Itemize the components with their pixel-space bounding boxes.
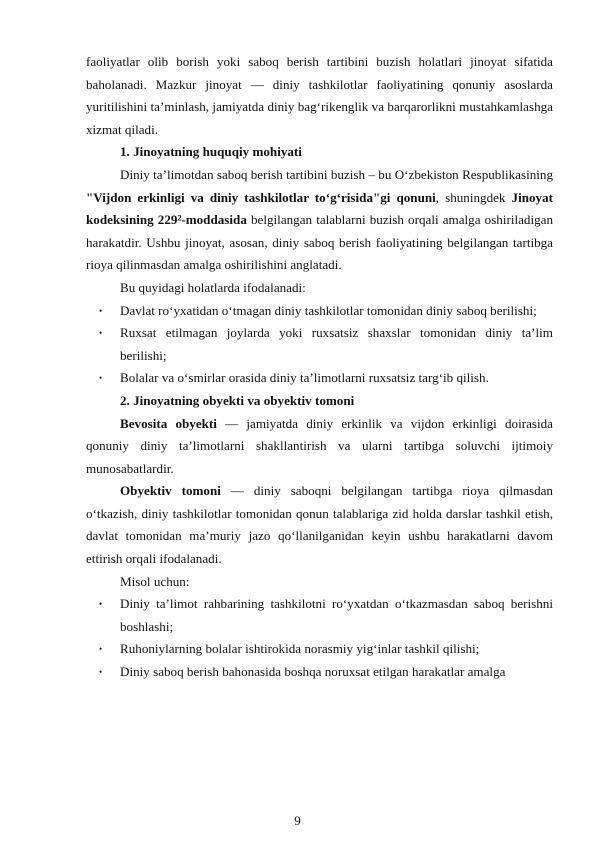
list-item bbox=[86, 300, 553, 323]
bullet-icon: • bbox=[99, 305, 103, 316]
bullet-icon: • bbox=[99, 373, 103, 384]
term-objective-side: Obyektiv tomoni bbox=[120, 483, 221, 499]
paragraph-text: — jamiyatda diniy erkinlik va vijdon erkinligi doirasida qonuniy diniy ta’limotlarni shakllantirish va ularni tartibga soluvchi ijtimoiy munosabatlardir. bbox=[86, 415, 553, 476]
bullet-icon: • bbox=[99, 328, 103, 339]
term-direct-object: Bevosita obyekti bbox=[120, 415, 217, 431]
criminal-code-article: Jinoyat kodeksining 229²-moddasida bbox=[86, 189, 553, 228]
paragraph-text: Diniy ta’limotdan saboq berish tartibini buzish – bu O‘zbekiston Respublikasining bbox=[120, 166, 553, 182]
intro-paragraph: faoliyatlar olib borish yoki saboq berish tartibini buzish holatlari jinoyat sifatida baholanadi. Mazkur jinoyat — diniy tashkilotlar faoliyatining qonuniy asoslarda yuritilishini ta’minlash, jamiyatda diniy bag‘rikenglik va barqarorlikni mustahkamlashga xizmat qiladi. bbox=[86, 54, 553, 137]
list-item bbox=[86, 367, 553, 390]
bullet-icon: • bbox=[99, 667, 103, 678]
section-2-paragraph-2 bbox=[86, 480, 553, 570]
law-name: "Vijdon erkinligi va diniy tashkilotlar to‘g‘risida"gi qonuni bbox=[86, 189, 436, 205]
list-item-text: Ruhoniylarning bolalar ishtirokida norasmiy yig‘inlar tashkil qilishi; bbox=[120, 641, 480, 657]
section-2-paragraph-1 bbox=[86, 413, 553, 481]
page-number: 9 bbox=[294, 813, 301, 828]
list-item bbox=[86, 593, 553, 638]
list-item-text: Davlat ro‘yxatidan o‘tmagan diniy tashkilotlar tomonidan diniy saboq berilishi; bbox=[120, 302, 537, 318]
paragraph-text: — diniy saboqni belgilangan tartibga rioya qilmasdan o‘tkazish, diniy tashkilotlar tomonidan qonun talablariga zid holda darslar tashkil etish, davlat tomonidan ma’muriy jazo qo‘llanilganidan keyin ushbu harakatlarni davom ettirish orqali ifodalanadi. bbox=[86, 483, 553, 567]
list-item-text: Bolalar va o‘smirlar orasida diniy ta’limotlarni ruxsatsiz targ‘ib qilish. bbox=[120, 370, 489, 386]
list-item-text: Diniy saboq berish bahonasida boshqa noruxsat etilgan harakatlar amalga bbox=[120, 664, 506, 680]
section-1-paragraph-1 bbox=[86, 164, 553, 277]
section-2-heading: 2. Jinoyatning obyekti va obyektiv tomoni bbox=[120, 392, 355, 408]
section-1-heading: 1. Jinoyatning huquqiy mohiyati bbox=[120, 144, 302, 160]
bullet-icon: • bbox=[99, 644, 103, 655]
list-item bbox=[86, 638, 553, 661]
section-2-paragraph-3: Misol uchun: bbox=[120, 573, 190, 589]
bullet-icon: • bbox=[99, 599, 103, 610]
section-1-bullet-list bbox=[86, 300, 553, 390]
section-1-paragraph-2: Bu quyidagi holatlarda ifodalanadi: bbox=[120, 279, 306, 295]
list-item bbox=[86, 661, 553, 684]
list-item bbox=[86, 322, 553, 367]
section-2-bullet-list bbox=[86, 593, 553, 683]
paragraph-text: belgilangan talablarni buzish orqali amalga oshiriladigan harakatdir. Ushbu jinoyat, asosan, diniy saboq berish faoliyatining belgilangan tartibga rioya qilinmasdan amalga oshirilishini anglatadi. bbox=[86, 212, 554, 273]
list-item-text: Ruxsat etilmagan joylarda yoki ruxsatsiz shaxslar tomonidan diniy ta’lim berilishi; bbox=[120, 325, 553, 363]
list-item-text: Diniy ta’limot rahbarining tashkilotni ro‘yxatdan o‘tkazmasdan saboq berishni boshlashi; bbox=[120, 596, 553, 634]
page-content bbox=[86, 51, 553, 684]
paragraph-text: , shuningdek bbox=[435, 189, 512, 205]
